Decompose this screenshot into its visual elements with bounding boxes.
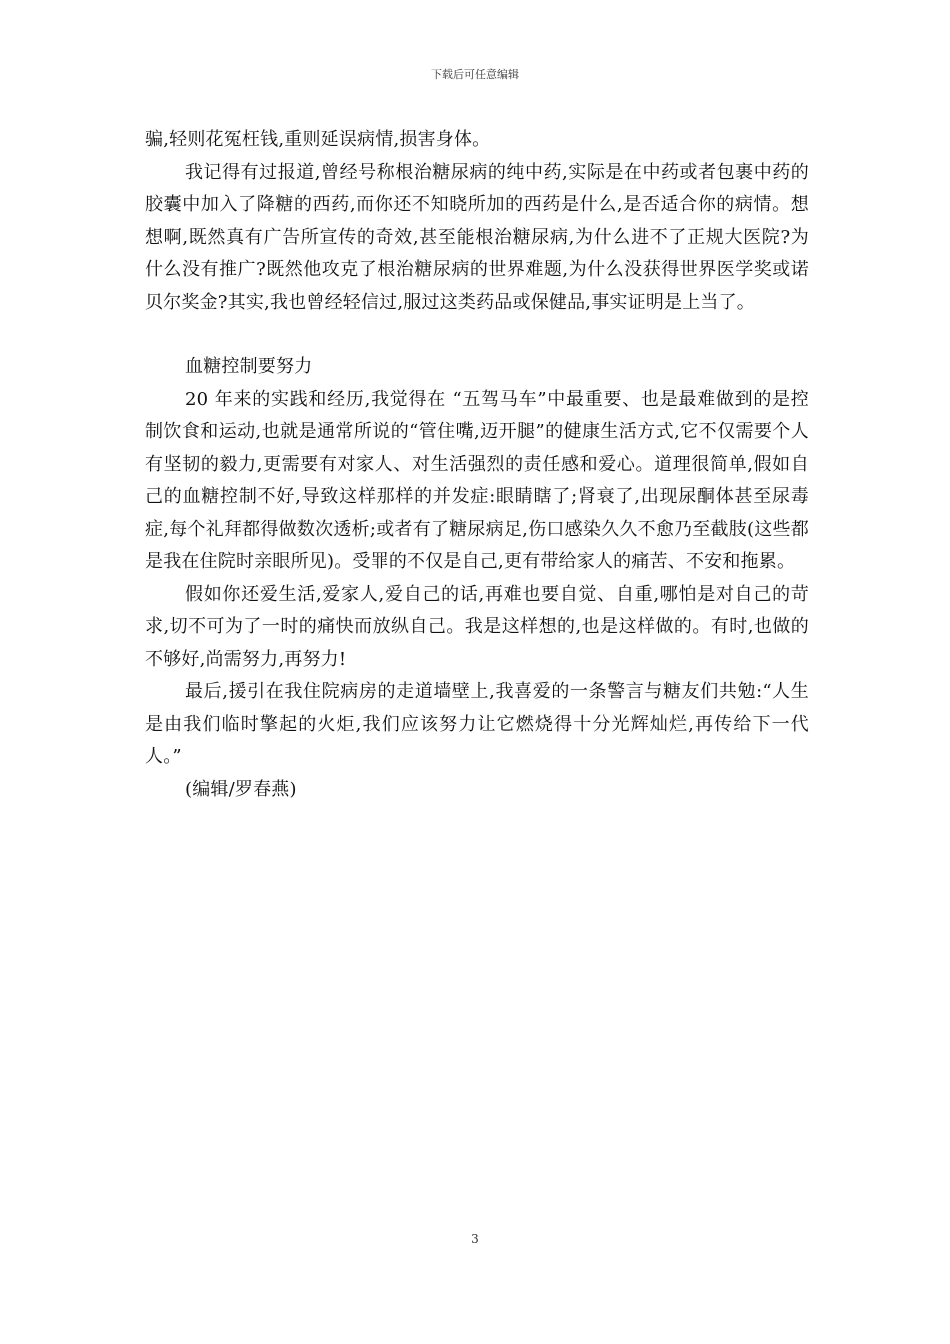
page-header: 下载后可任意编辑 bbox=[431, 68, 519, 81]
paragraph-report: 我记得有过报道,曾经号称根治糖尿病的纯中药,实际是在中药或者包裹中药的胶囊中加入了降糖的西药,而你还不知晓所加的西药是什么,是否适合你的病情。想想啊,既然真有广告所宣传的奇效,甚至能根治糖尿病,为什么进不了正规大医院?为什么没有推广?既然他攻克了根治糖尿病的世界难题,为什么没获得世界医学奖或诺贝尔奖金?其实,我也曾经轻信过,服过这类药品或保健品,事实证明是上当了。 bbox=[145, 161, 809, 313]
paragraph-gap bbox=[145, 319, 809, 351]
paragraph-quote: 最后,援引在我住院病房的走道墙壁上,我喜爱的一条警言与糖友们共勉:“人生是由我们临时擎起的火炬,我们应该努力让它燃烧得十分光辉灿烂,再传给下一代人。” bbox=[145, 681, 809, 767]
page-number: 3 bbox=[471, 1232, 479, 1246]
paragraph-continuation: 骗,轻则花冤枉钱,重则延误病情,损害身体。 bbox=[145, 129, 491, 150]
paragraph-self-discipline: 假如你还爱生活,爱家人,爱自己的话,再难也要自觉、自重,哪怕是对自己的苛求,切不可为了一时的痛快而放纵自己。我是这样想的,也是这样做的。有时,也做的不够好,尚需努力,再努力! bbox=[145, 583, 809, 670]
document-body bbox=[145, 124, 809, 806]
editor-credit: (编辑/罗春燕) bbox=[185, 778, 297, 800]
section-heading: 血糖控制要努力 bbox=[185, 356, 313, 377]
paragraph-practice: 20 年来的实践和经历,我觉得在 “五驾马车”中最重要、也是最难做到的是控制饮食和运动,也就是通常所说的“管住嘴,迈开腿”的健康生活方式,它不仅需要个人有坚韧的毅力,更需要有对家人、对生活强烈的责任感和爱心。道理很简单,假如自己的血糖控制不好,导致这样那样的并发症:眼睛瞎了;肾衰了,出现尿酮体甚至尿毒症,每个礼拜都得做数次透析;或者有了糖尿病足,伤口感染久久不愈乃至截肢(这些都是我在住院时亲眼所见)。受罪的不仅是自己,更有带给家人的痛苦、不安和拖累。 bbox=[145, 388, 809, 572]
